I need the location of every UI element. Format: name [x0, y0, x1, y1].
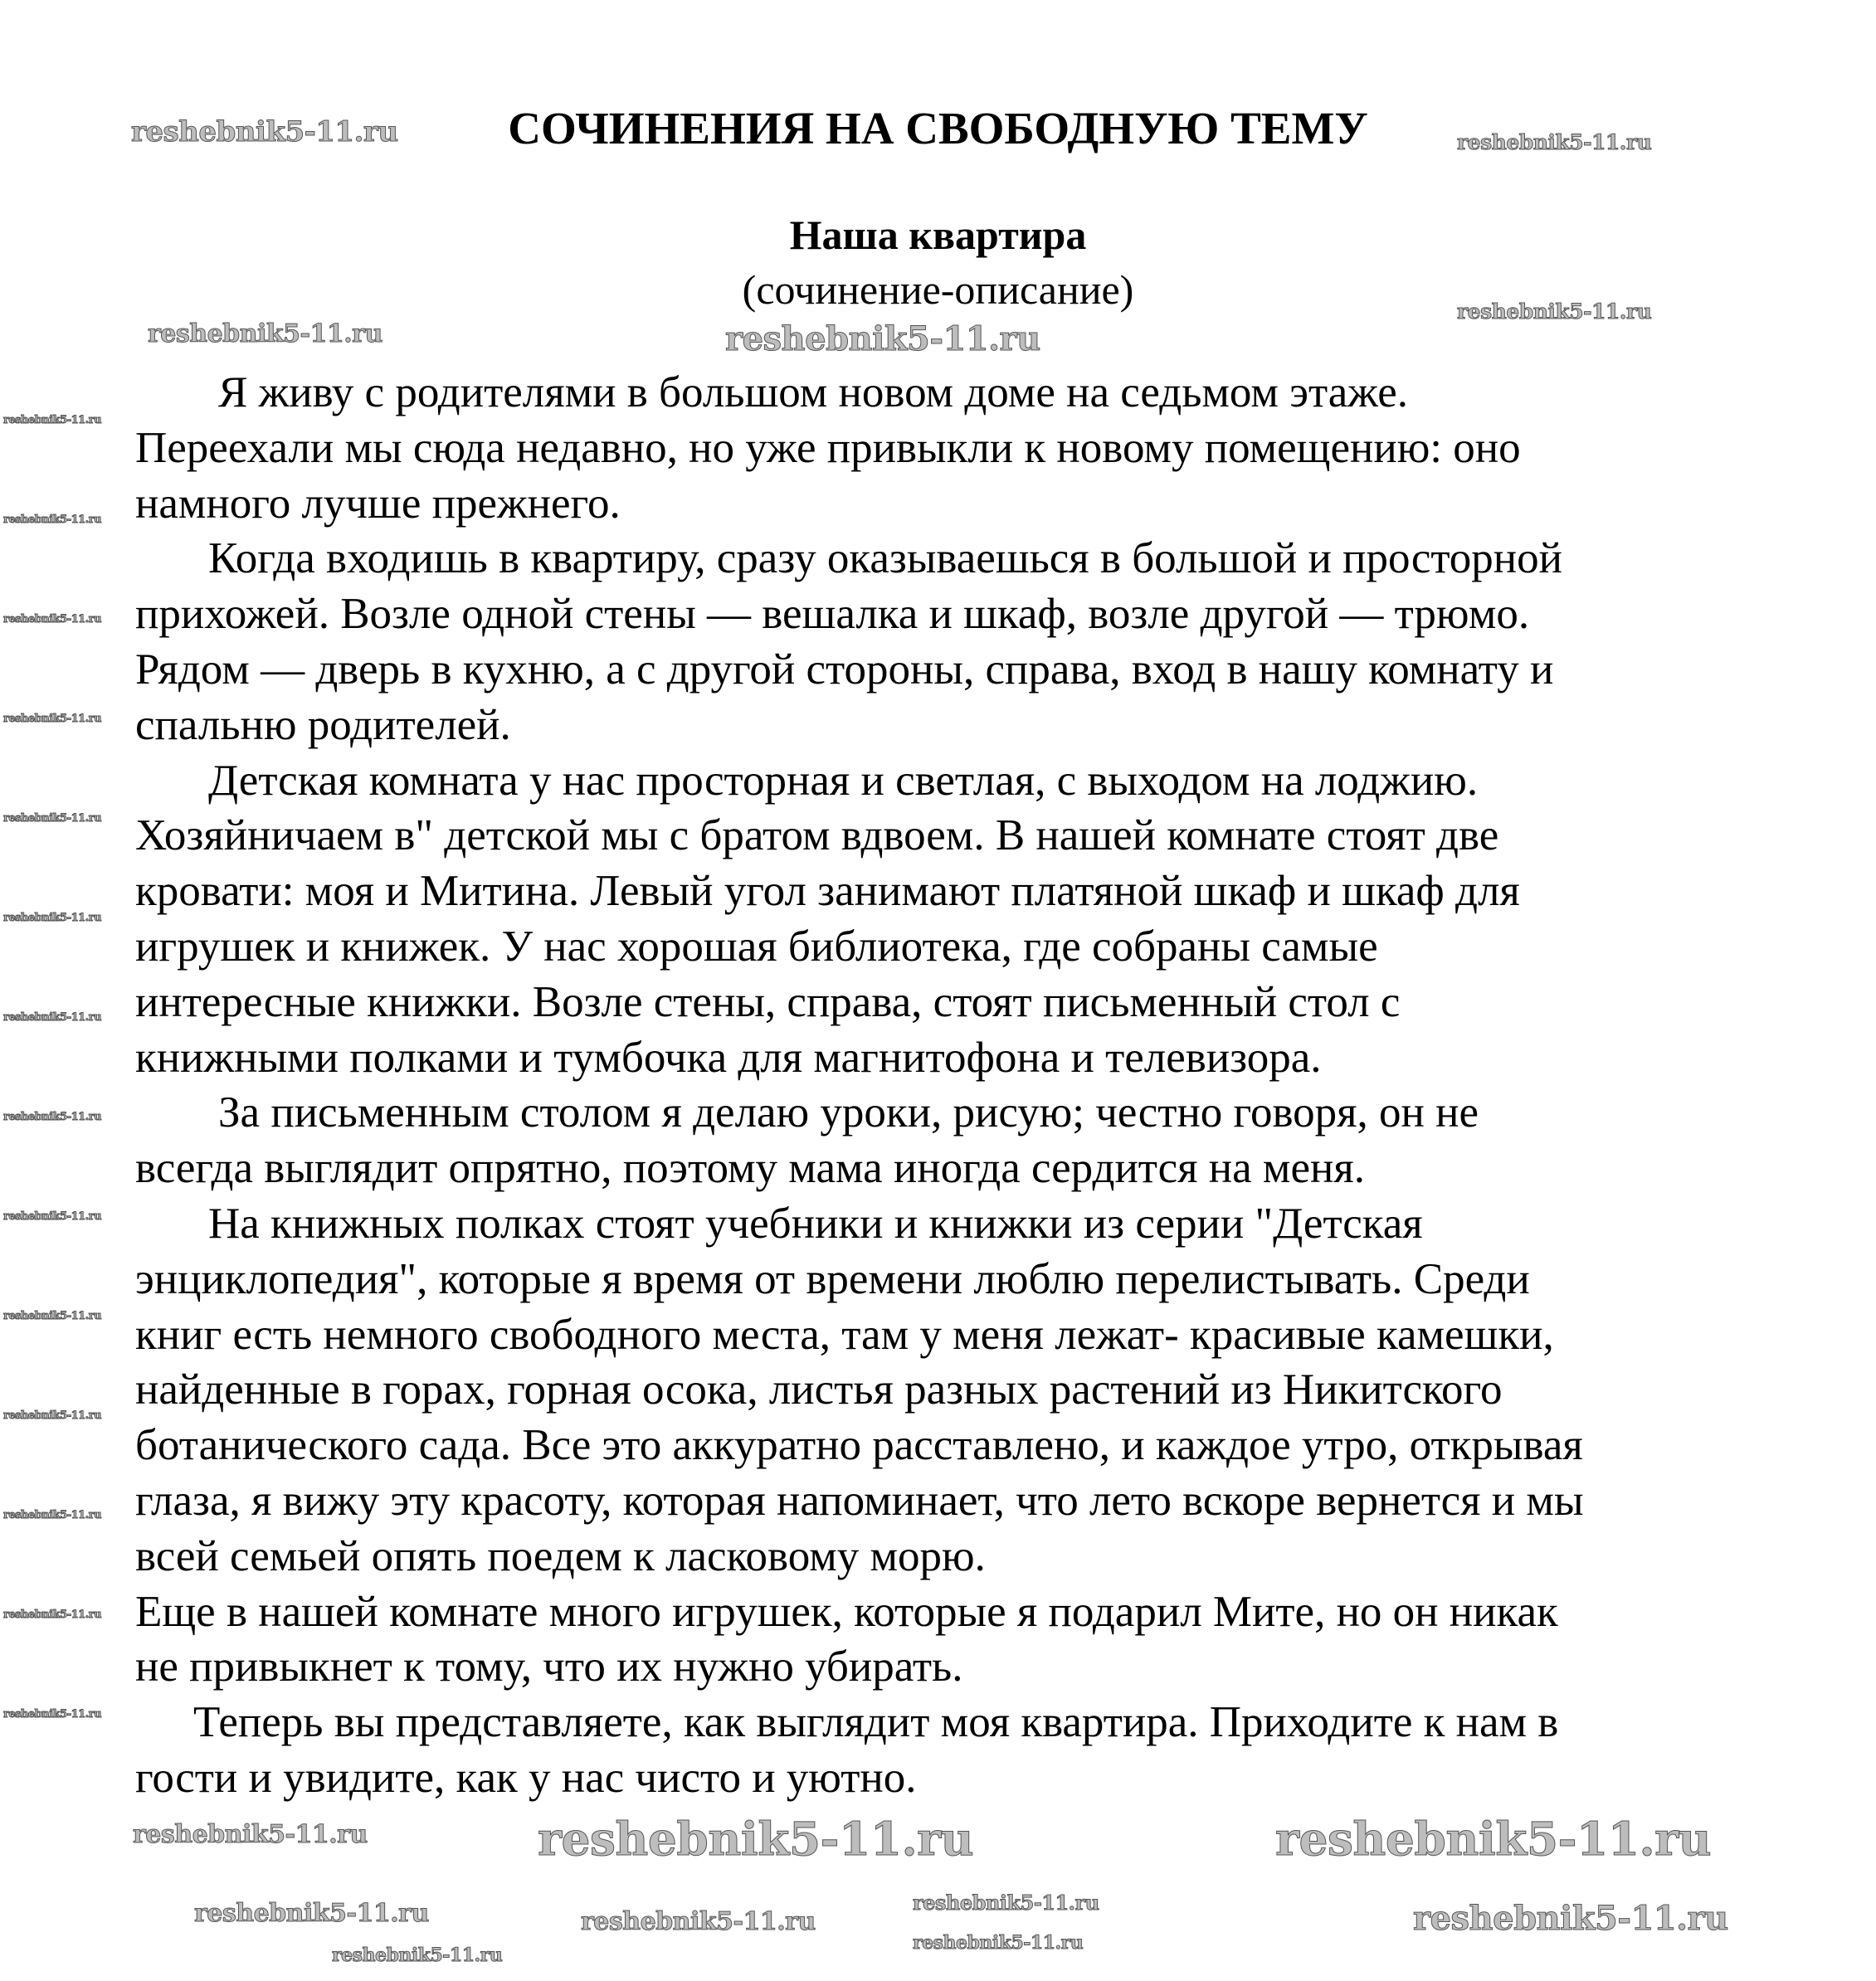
essay-line: всей семьей опять поедем к ласковому морю. — [135, 1531, 986, 1580]
essay-title: Наша квартира — [789, 212, 1087, 258]
watermark-text: reshebnik5-11.ru — [3, 1509, 102, 1521]
essay-line: Переехали мы сюда недавно, но уже привыкли к новому помещению: оно — [135, 423, 1521, 472]
watermark-text: reshebnik5-11.ru — [194, 1899, 429, 1928]
essay-line: игрушек и книжек. У нас хорошая библиотека, где собраны самые — [135, 922, 1378, 971]
watermark-text: reshebnik5-11.ru — [3, 1111, 102, 1123]
watermark-text: reshebnik5-11.ru — [332, 1944, 503, 1966]
watermark-text: reshebnik5-11.ru — [133, 1820, 368, 1849]
watermark-text: reshebnik5-11.ru — [3, 713, 102, 725]
essay-line: найденные в горах, горная осока, листья разных растений из Никитского — [135, 1365, 1503, 1414]
essay-line: намного лучше прежнего. — [135, 479, 621, 528]
essay-line: Теперь вы представляете, как выглядит моя квартира. Приходите к нам в — [193, 1698, 1559, 1747]
watermark-text: reshebnik5-11.ru — [3, 1708, 102, 1721]
watermark-text: reshebnik5-11.ru — [913, 1891, 1099, 1915]
essay-line: не привыкнет к тому, что их нужно убирать. — [135, 1643, 963, 1691]
watermark-text: reshebnik5-11.ru — [1457, 299, 1652, 324]
watermark-text: reshebnik5-11.ru — [3, 1609, 102, 1621]
essay-line: Я живу с родителями в большом новом доме на седьмом этаже. — [218, 368, 1408, 416]
essay-line: Еще в нашей комнате много игрушек, которые я подарил Мите, но он никак — [135, 1587, 1558, 1636]
watermark-text: reshebnik5-11.ru — [131, 115, 398, 148]
watermark-text: reshebnik5-11.ru — [1457, 130, 1652, 154]
essay-line: прихожей. Возле одной стены — вешалка и шкаф, возле другой — трюмо. — [135, 590, 1530, 639]
essay-line: глаза, я вижу эту красоту, которая напоминает, что лето вскоре вернется и мы — [135, 1477, 1584, 1525]
watermark-text: reshebnik5-11.ru — [913, 1932, 1084, 1954]
essay-line: спальню родителей. — [135, 700, 511, 749]
watermark-text: reshebnik5-11.ru — [148, 319, 383, 348]
essay-line: книг есть немного свободного места, там у меня лежат- красивые камешки, — [135, 1310, 1554, 1359]
watermark-text: reshebnik5-11.ru — [3, 812, 102, 825]
essay-line: интересные книжки. Возле стены, справа, стоят письменный стол с — [135, 977, 1401, 1026]
watermark-text: reshebnik5-11.ru — [538, 1812, 974, 1866]
essay-line: На книжных полках стоят учебники и книжки из серии "Детская — [208, 1200, 1423, 1248]
watermark-text: reshebnik5-11.ru — [581, 1907, 816, 1936]
watermark-text: reshebnik5-11.ru — [3, 414, 102, 426]
section-title: СОЧИНЕНИЯ НА СВОБОДНУЮ ТЕМУ — [508, 103, 1368, 153]
essay-line: ботанического сада. Все это аккуратно расставлено, и каждое утро, открывая — [135, 1421, 1583, 1470]
watermark-text: reshebnik5-11.ru — [3, 514, 102, 526]
essay-subtitle: (сочинение-описание) — [742, 266, 1134, 313]
essay-line: Когда входишь в квартиру, сразу оказываешься в большой и просторной — [208, 534, 1563, 583]
watermark-text: reshebnik5-11.ru — [3, 613, 102, 625]
watermark-text: reshebnik5-11.ru — [3, 1011, 102, 1024]
essay-line: Рядом — дверь в кухню, а с другой стороны, справа, вход в нашу комнату и — [135, 645, 1554, 694]
watermark-text: reshebnik5-11.ru — [1413, 1899, 1728, 1938]
watermark-text: reshebnik5-11.ru — [3, 1210, 102, 1223]
watermark-text: reshebnik5-11.ru — [3, 1310, 102, 1322]
watermark-text: reshebnik5-11.ru — [725, 319, 1040, 358]
essay-line: всегда выглядит опрятно, поэтому мама иногда сердится на меня. — [135, 1144, 1365, 1193]
watermark-text: reshebnik5-11.ru — [1275, 1812, 1712, 1866]
essay-line: За письменным столом я делаю уроки, рисую; честно говоря, он не — [218, 1088, 1479, 1137]
watermark-text: reshebnik5-11.ru — [3, 912, 102, 924]
essay-line: книжными полками и тумбочка для магнитофона и телевизора. — [135, 1033, 1322, 1082]
essay-line: гости и увидите, как у нас чисто и уютно. — [135, 1754, 917, 1802]
essay-line: Хозяйничаем в" детской мы с братом вдвоем. В нашей комнате стоят две — [135, 811, 1499, 860]
watermark-text: reshebnik5-11.ru — [3, 1409, 102, 1422]
essay-line: кровати: моя и Митина. Левый угол занимают платяной шкаф и шкаф для — [135, 867, 1520, 916]
essay-line: энциклопедия", которые я время от времени люблю перелистывать. Среди — [135, 1254, 1530, 1303]
essay-line: Детская комната у нас просторная и светлая, с выходом на лоджию. — [208, 756, 1479, 805]
